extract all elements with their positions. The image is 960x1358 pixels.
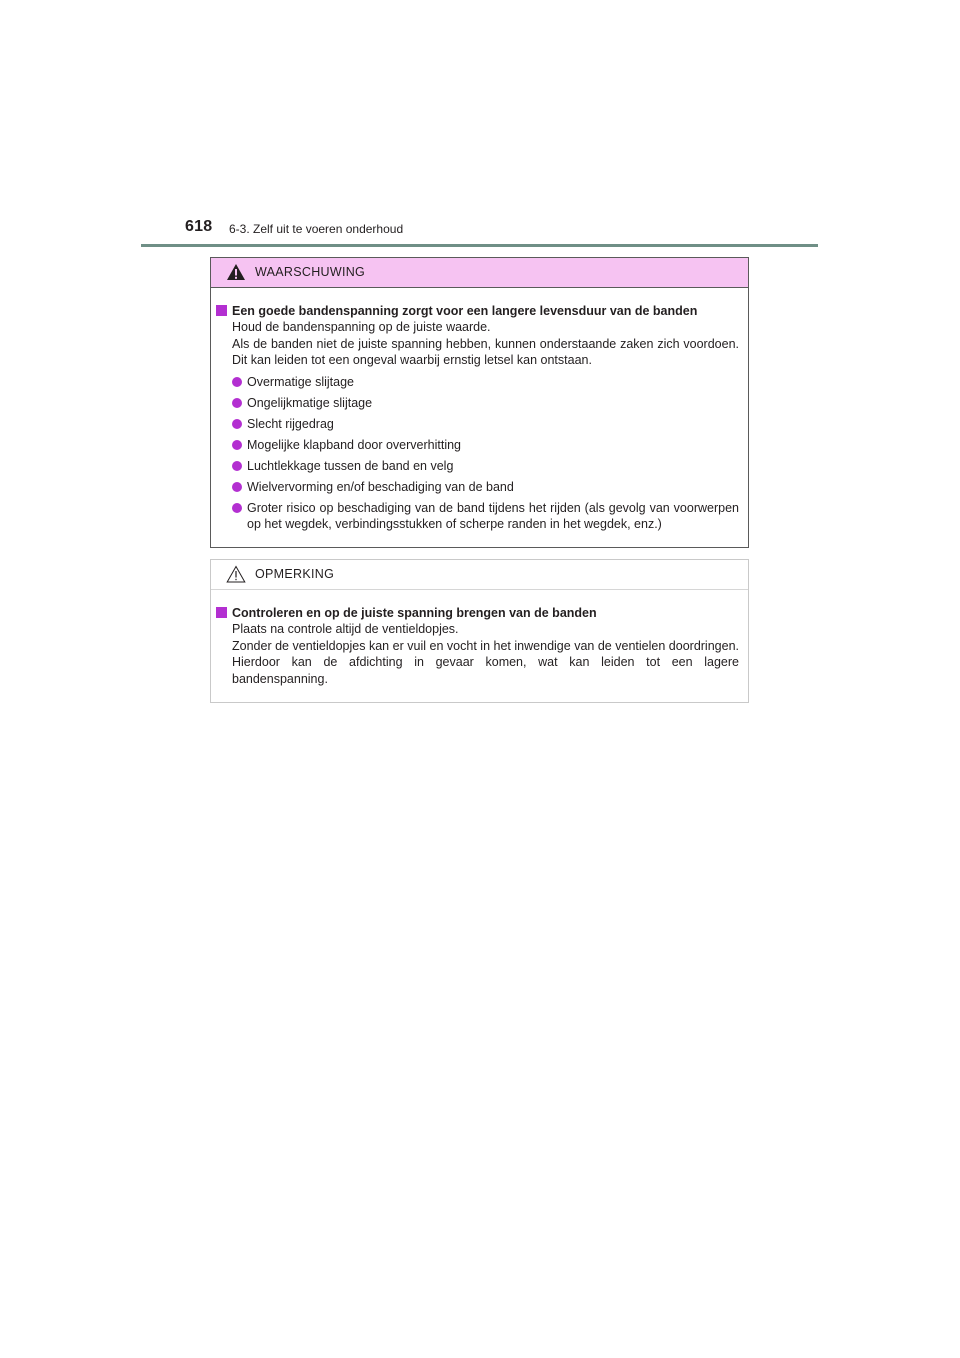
notice-paragraph: Plaats na controle altijd de ventieldopjes. <box>232 622 459 636</box>
warning-box <box>210 257 749 548</box>
square-bullet-icon <box>216 305 227 316</box>
notice-body <box>211 590 748 687</box>
warning-paragraph: Als de banden niet de juiste spanning hebben, kunnen onderstaande zaken zich voordoen. Dit kan leiden tot een ongeval waarbij ernstig letsel kan ontstaan. <box>232 336 739 367</box>
warning-label: WAARSCHUWING <box>255 265 366 279</box>
list-item: Mogelijke klapband door oververhitting <box>232 437 739 454</box>
dot-bullet-icon <box>232 398 242 408</box>
warning-header <box>211 258 748 288</box>
page-number: 618 <box>185 218 213 235</box>
warning-paragraph: Houd de bandenspanning op de juiste waarde. <box>232 320 491 334</box>
list-item: Groter risico op beschadiging van de band tijdens het rijden (als gevolg van voorwerpen op het wegdek, verbindingsstukken of scherpe randen in het wegdek, enz.) <box>232 500 739 533</box>
notice-box <box>210 559 749 703</box>
section-title: 6-3. Zelf uit te voeren onderhoud <box>229 222 404 236</box>
dot-bullet-icon <box>232 440 242 450</box>
header-rule <box>141 244 818 247</box>
dot-bullet-icon <box>232 377 242 387</box>
notice-header <box>211 560 748 590</box>
list-item: Luchtlekkage tussen de band en velg <box>232 458 739 475</box>
warning-heading <box>216 303 739 319</box>
dot-bullet-icon <box>232 461 242 471</box>
dot-bullet-icon <box>232 503 242 513</box>
warning-body <box>211 288 748 533</box>
dot-bullet-icon <box>232 482 242 492</box>
list-item: Slecht rijgedrag <box>232 416 739 433</box>
notice-heading-text: Controleren en op de juiste spanning brengen van de banden <box>232 606 597 620</box>
warning-heading-text: Een goede bandenspanning zorgt voor een langere levensduur van de banden <box>232 304 698 318</box>
list-item: Wielvervorming en/of beschadiging van de band <box>232 479 739 496</box>
square-bullet-icon <box>216 607 227 618</box>
warning-triangle-icon <box>226 263 246 281</box>
notice-triangle-icon <box>226 565 246 583</box>
notice-heading <box>216 605 739 621</box>
list-item: Overmatige slijtage <box>232 374 739 391</box>
list-item: Ongelijkmatige slijtage <box>232 395 739 412</box>
warning-list <box>232 374 739 533</box>
notice-paragraph: Zonder de ventieldopjes kan er vuil en vocht in het inwendige van de ventielen doordringen. Hierdoor kan de afdichting in gevaar komen, wat kan leiden tot een lagere bandenspanning. <box>232 638 739 686</box>
notice-label: OPMERKING <box>255 567 335 581</box>
dot-bullet-icon <box>232 419 242 429</box>
